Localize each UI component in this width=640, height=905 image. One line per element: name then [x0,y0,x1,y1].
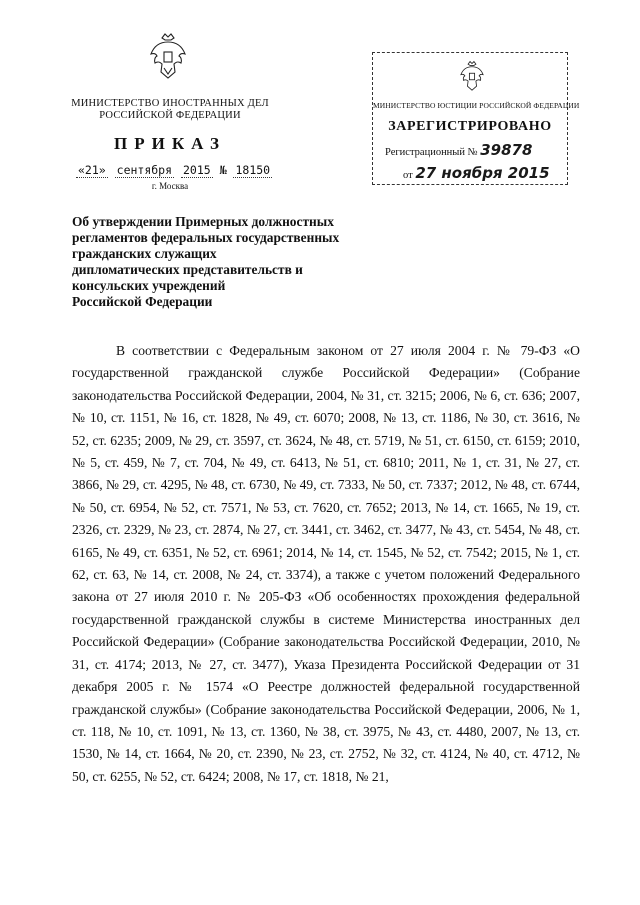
stamp-reg-label: Регистрационный № [385,147,478,158]
title-line: Об утверждении Примерных должностных [72,214,334,229]
stamp-reg-number: 39878 [480,141,533,159]
order-month: сентября [116,163,173,177]
registration-stamp [372,52,580,185]
ministry-line-1: МИНИСТЕРСТВО ИНОСТРАННЫХ ДЕЛ [71,98,269,109]
order-day: «21» [78,163,106,177]
stamp-registered: ЗАРЕГИСТРИРОВАНО [388,119,552,134]
stamp-ministry: МИНИСТЕРСТВО ЮСТИЦИИ РОССИЙСКОЙ ФЕДЕРАЦИИ [373,101,580,110]
stamp-reg-number-line [385,141,569,159]
title-line: регламентов федеральных государственных [72,230,340,245]
title-line: консульских учреждений [72,278,226,293]
stamp-date-value: 27 ноября 2015 [415,164,550,182]
order-number: 18150 [235,163,271,177]
order-date-number [76,163,276,178]
title-line: Российской Федерации [72,294,213,309]
coat-of-arms-emblem [148,32,188,82]
city: г. Москва [151,181,189,191]
ministry-line-2: РОССИЙСКОЙ ФЕДЕРАЦИИ [99,110,241,121]
order-year: 2015 [182,163,211,177]
ministry-name [70,98,270,122]
stamp-date-label: от [403,170,413,181]
stamp-date-line [403,164,563,182]
document-type: ПРИКАЗ [114,134,226,153]
document-title [72,214,372,310]
title-line: дипломатических представительств и [72,262,303,277]
title-line: гражданских служащих [72,246,217,261]
stamp-emblem-icon [459,60,485,93]
body-paragraph: В соответствии с Федеральным законом от 27 июля 2004 г. № 79-ФЗ «О государственной гражданской службе Российской Федерации» (Собрание законодательства Российской Федерации, 2004, № 31, ст. 3215; 2006, № 6, ст. 636; 2007, № 10, ст. 1151, № 16, ст. 1828, № 49, ст. 6070; 2008, № 13, ст. 1186, № 30, ст. 3616, № 52, ст. 6235; 2009, № 29, ст. 3597, ст. 3624, № 48, ст. 5719, № 51, ст. 6150, ст. 6159; 2010, № 5, ст. 459, № 7, ст. 704, № 49, ст. 6413, № 51, ст. 6810; 2011, № 1, ст. 31, № 27, ст. 3866, № 29, ст. 4295, № 48, ст. 6730, № 49, ст. 7333, № 50, ст. 7337; 2012, № 48, ст. 6744, № 50, ст. 6954, № 52, ст. 7571, № 53, ст. 7620, ст. 7652; 2013, № 14, ст. 1665, № 19, ст. 2326, ст. 2329, № 23, ст. 2874, № 27, ст. 3441, ст. 3462, ст. 3477, № 43, ст. 5454, № 48, ст. 6165, № 49, ст. 6351, № 52, ст. 6961; 2014, № 14, ст. 1545, № 52, ст. 7542; 2015, № 1, ст. 62, ст. 63, № 14, ст. 2008, № 24, ст. 3374), а также с учетом положений Федерального закона от 27 июля 2010 г. № 205-ФЗ «Об особенностях прохождения федеральной государственной гражданской службы в системе Министерства иностранных дел Российской Федерации» (Собрание законодательства Российской Федерации, 2010, № 31, ст. 4174; 2013, № 27, ст. 3477), Указа Президента Российской Федерации от 31 декабря 2005 г. № 1574 «О Реестре должностей федеральной государственной гражданской службы» (Собрание законодательства Российской Федерации, 2006, № 1, ст. 118, № 10, ст. 1091, № 13, ст. 1360, № 38, ст. 3975, № 43, ст. 4480, 2007, № 13, ст. 1530, № 14, ст. 1664, № 20, ст. 2390, № 23, ст. 2752, № 32, ст. 4124, № 40, ст. 4712, № 50, ст. 6255, № 52, ст. 6424; 2008, № 17, ст. 1818, № 21, [72,343,580,784]
order-number-sign: № [219,163,227,177]
